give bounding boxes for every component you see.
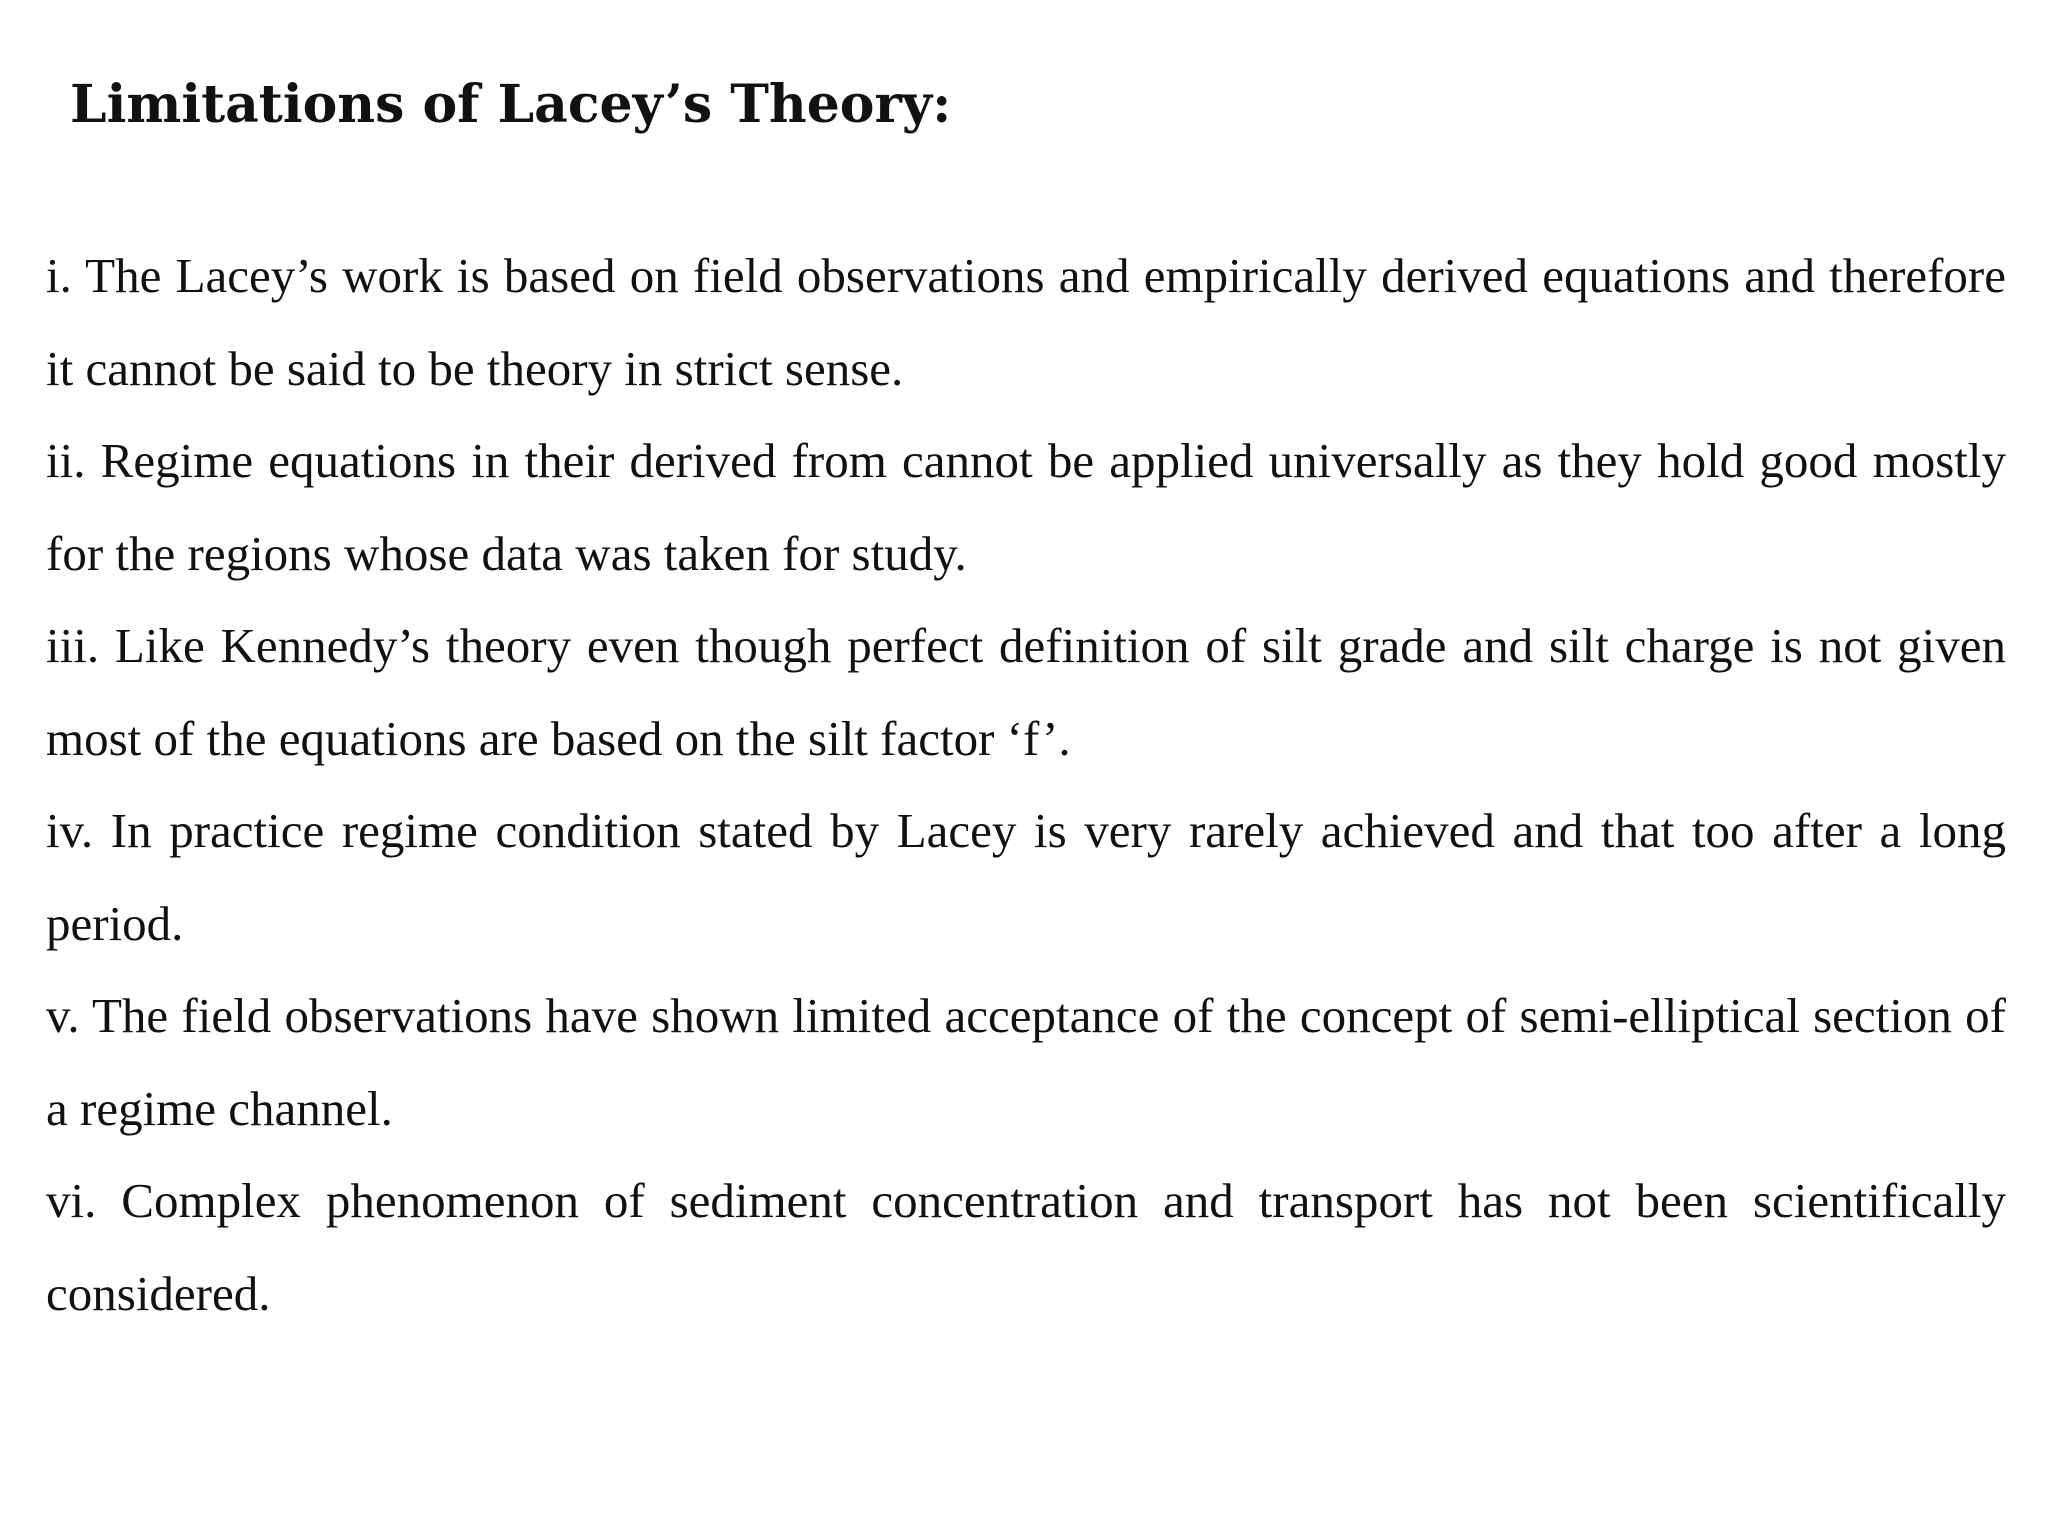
limitation-item-2: ii. Regime equations in their derived from cannot be applied universally as they hold good mostly for the regions whose data was taken for study. [46, 433, 2006, 581]
limitation-item-3: iii. Like Kennedy’s theory even though perfect definition of silt grade and silt charge is not given most of the equations are based on the silt factor ‘f’. [46, 618, 2006, 766]
limitation-item-1: i. The Lacey’s work is based on field observations and empirically derived equations and therefore it cannot be said to be theory in strict sense. [46, 248, 2006, 396]
limitations-list [46, 230, 2006, 1340]
document-title: Limitations of Lacey’s Theory: [70, 74, 952, 135]
limitation-item-5: v. The field observations have shown limited acceptance of the concept of semi-elliptical section of a regime channel. [46, 988, 2006, 1136]
limitation-item-6: vi. Complex phenomenon of sediment concentration and transport has not been scientifically considered. [46, 1173, 2006, 1321]
limitation-item-4: iv. In practice regime condition stated by Lacey is very rarely achieved and that too after a long period. [46, 803, 2006, 951]
